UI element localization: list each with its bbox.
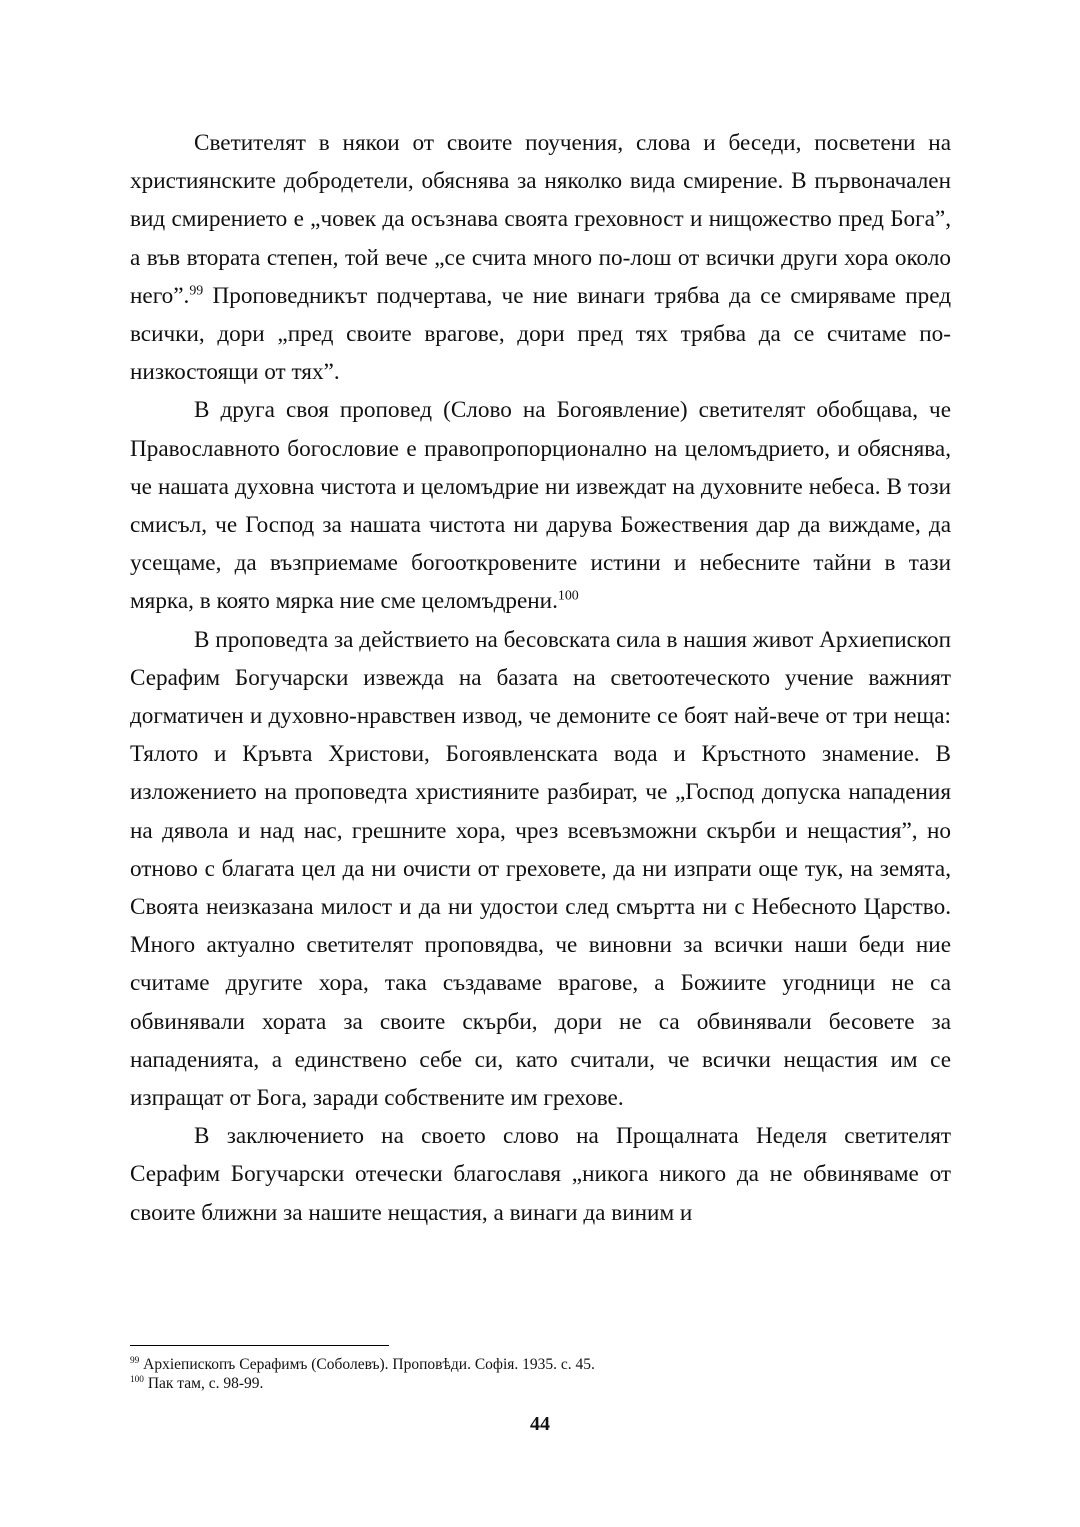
page-number: 44 bbox=[530, 1413, 550, 1435]
footnote-ref-100: 100 bbox=[557, 588, 579, 604]
footnote-text: Пак там, с. 98-99. bbox=[147, 1374, 264, 1392]
footnote-separator bbox=[130, 1345, 389, 1346]
footnote-number: 99 bbox=[130, 1355, 140, 1366]
footnote-text: Архіепископъ Серафимъ (Соболевъ). Проповѣди. Софія. 1935. с. 45. bbox=[143, 1356, 595, 1373]
paragraph-1-tail: Проповедникът подчертава, че ние винаги трябва да се смиряваме пред всички, дори „пред своите врагове, дори пред тях трябва да се считаме по-низкостоящи от тях”. bbox=[130, 282, 951, 386]
paragraph-4-text: В заключението на своето слово на Прощалната Неделя светителят Серафим Богучарски отечески благославя „никога никого да не обвиняваме от своите ближни за нашите нещастия, а винаги да виним и bbox=[130, 1123, 951, 1226]
paragraph-3 bbox=[130, 621, 951, 1118]
paragraph-3-text: В проповедта за действието на бесовската сила в нашия живот Архиепископ Серафим Богучарски извежда на базата на светоотеческото учение важният догматичен и духовно-нравствен извод, че демоните се боят най-вече от три неща: Тялото и Кръвта Христови, Богоявленската вода и Кръстното знамение. В изложението на проповедта християните разбират, че „Господ допуска нападения на дявола и над нас, грешните хора, чрез всевъзможни скърби и нещастия”, но отново с благата цел да ни очисти от греховете, да ни изпрати още тук, на земята, Своята неизказана милост и да ни удостои след смъртта ни с Небесното Царство. Много актуално светителят проповядва, че виновни за всички наши беди ние считаме другите хора, така създаваме врагове, а Божиите угодници не са обвинявали хората за своите скърби, дори не са обвинявали бесовете за нападенията, а единствено себе си, като считали, че всички нещастия им се изпращат от Бога, заради собствените им грехове. bbox=[130, 626, 951, 1112]
footnote-number: 100 bbox=[130, 1374, 144, 1385]
paragraph-4 bbox=[130, 1117, 951, 1232]
footnotes bbox=[130, 1356, 951, 1393]
footnote-99 bbox=[130, 1356, 951, 1375]
footnote-ref-99: 99 bbox=[189, 283, 204, 299]
paragraph-2 bbox=[130, 391, 951, 620]
paragraph-1 bbox=[130, 124, 951, 391]
footnote-100 bbox=[130, 1375, 951, 1394]
paragraph-2-text: В друга своя проповед (Слово на Богоявление) светителят обобщава, че Православното богословие е правопропорционално на целомъдрието, и обяснява, че нашата духовна чистота и целомъдрие ни извеждат на духовните небеса. В този смисъл, че Господ за нашата чистота ни дарува Божествения дар да виждаме, да усещаме, да възприемаме богооткровените истини и небесните тайни в тази мярка, в която мярка ние сме целомъдрени. bbox=[130, 397, 951, 615]
paragraph-1-text: Светителят в някои от своите поучения, слова и беседи, посветени на християнските добродетели, обяснява за няколко вида смирение. В първоначален вид смирението е „човек да осъзнава своята греховност и нищожество пред Бога”, а във втората степен, той вече „се счита много по-лош от всички други хора около него”. bbox=[130, 130, 951, 309]
body-text bbox=[130, 124, 951, 1232]
